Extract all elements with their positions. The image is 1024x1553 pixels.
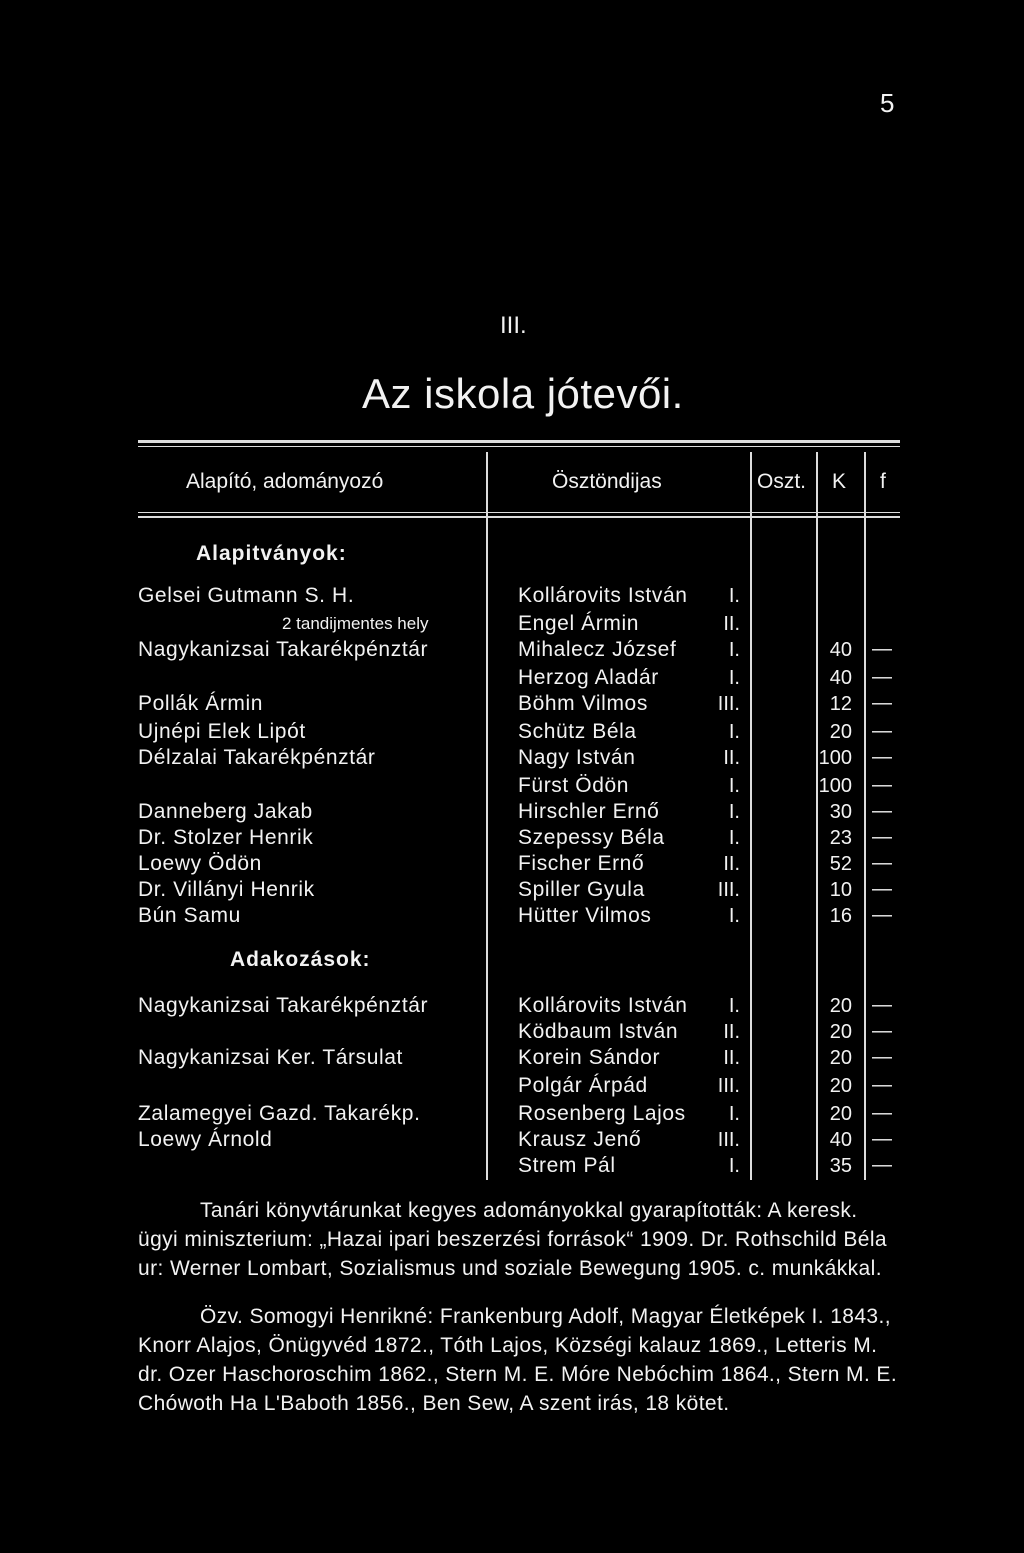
header-f: f (880, 470, 886, 493)
recipient-cell: Kollárovits István (518, 584, 688, 607)
founder-cell: Pollák Ármin (138, 692, 264, 715)
founder-cell: Zalamegyei Gazd. Takarékp. (138, 1102, 421, 1125)
recipient-cell: Hirschler Ernő (518, 800, 660, 823)
recipient-cell: Krausz Jenő (518, 1128, 642, 1151)
k-cell: 20 (829, 1075, 852, 1097)
recipient-cell: Engel Ármin (518, 612, 639, 635)
class-cell: I. (728, 585, 740, 607)
class-cell: I. (728, 905, 740, 927)
f-cell: — (872, 746, 892, 768)
founder-cell: Danneberg Jakab (138, 800, 313, 823)
section-heading-donations: Adakozások: (230, 948, 371, 971)
recipient-cell: Rosenberg Lajos (518, 1102, 686, 1125)
recipient-cell: Fürst Ödön (518, 774, 630, 797)
section-heading-foundations: Alapitványok: (196, 542, 347, 565)
class-cell: II. (723, 1047, 740, 1069)
class-cell: II. (723, 853, 740, 875)
k-cell: 23 (829, 827, 852, 849)
class-cell: II. (723, 1021, 740, 1043)
class-cell: I. (728, 995, 740, 1017)
f-cell: — (872, 1102, 892, 1124)
k-cell: 20 (829, 721, 852, 743)
founder-cell: Dr. Villányi Henrik (138, 878, 315, 901)
f-cell: — (872, 878, 892, 900)
column-divider-2 (750, 452, 752, 1180)
k-cell: 20 (829, 1021, 852, 1043)
recipient-cell: Herzog Aladár (518, 666, 659, 689)
founder-note: 2 tandijmentes hely (282, 614, 429, 633)
f-cell: — (872, 720, 892, 742)
k-cell: 30 (829, 801, 852, 823)
founder-cell: Gelsei Gutmann S. H. (138, 584, 355, 607)
k-cell: 20 (829, 995, 852, 1017)
header-founder: Alapító, adományozó (186, 470, 384, 493)
class-cell: III. (717, 693, 740, 715)
paragraph-library-donations: Tanári könyvtárunkat kegyes adományokkal gyarapították: A keresk. ügyi miniszterium: „Hazai ipari beszerzési források“ 1909. Dr. Rothschild Béla ur: Werner Lombart, Sozialismus und soziale Bewegung 1905. c. munkákkal. (138, 1199, 887, 1280)
class-cell: III. (717, 1129, 740, 1151)
f-cell: — (872, 1128, 892, 1150)
recipient-cell: Polgár Árpád (518, 1074, 648, 1097)
header-recipient: Ösztöndijas (552, 470, 662, 493)
header-k: K (832, 470, 847, 493)
founder-cell: Nagykanizsai Ker. Társulat (138, 1046, 403, 1069)
section-number: III. (500, 312, 527, 339)
header-bottom-rule-thin (138, 512, 900, 513)
class-cell: I. (728, 667, 740, 689)
recipient-cell: Korein Sándor (518, 1046, 661, 1069)
recipient-cell: Böhm Vilmos (518, 692, 648, 715)
class-cell: III. (717, 879, 740, 901)
k-cell: 10 (829, 879, 852, 901)
f-cell: — (872, 904, 892, 926)
k-cell: 52 (829, 853, 852, 875)
paragraph-widow-donation: Özv. Somogyi Henrikné: Frankenburg Adolf, Magyar Életképek I. 1843., Knorr Alajos, Önügyvéd 1872., Tóth Lajos, Községi kalauz 1869., Letteris M. dr. Ozer Haschoroschim 1862., Stern M. E. Móre Nebóchim 1864., Stern M. E. Chówoth Ha L'Baboth 1856., Ben Sew, A szent irás, 18 kötet. (138, 1305, 898, 1415)
k-cell: 100 (818, 775, 852, 797)
column-divider-1 (486, 452, 488, 1180)
class-cell: I. (728, 827, 740, 849)
recipient-cell: Nagy István (518, 746, 636, 769)
f-cell: — (872, 1046, 892, 1068)
table-top-rule-thin (138, 446, 900, 447)
k-cell: 100 (818, 747, 852, 769)
recipient-cell: Strem Pál (518, 1154, 616, 1177)
f-cell: — (872, 666, 892, 688)
f-cell: — (872, 852, 892, 874)
k-cell: 40 (829, 639, 852, 661)
f-cell: — (872, 1074, 892, 1096)
page-title: Az iskola jótevői. (362, 370, 684, 417)
column-divider-4 (864, 452, 866, 1180)
class-cell: I. (728, 1103, 740, 1125)
class-cell: I. (728, 775, 740, 797)
founder-cell: Dr. Stolzer Henrik (138, 826, 314, 849)
recipient-cell: Fischer Ernő (518, 852, 645, 875)
class-cell: I. (728, 639, 740, 661)
founder-cell: Bún Samu (138, 904, 241, 927)
table-top-rule (138, 440, 900, 443)
recipient-cell: Hütter Vilmos (518, 904, 652, 927)
recipient-cell: Ködbaum István (518, 1020, 679, 1043)
header-class: Oszt. (757, 470, 807, 493)
header-bottom-rule (138, 516, 900, 518)
k-cell: 20 (829, 1103, 852, 1125)
class-cell: III. (717, 1075, 740, 1097)
k-cell: 16 (829, 905, 852, 927)
k-cell: 40 (829, 667, 852, 689)
recipient-cell: Spiller Gyula (518, 878, 645, 901)
founder-cell: Ujnépi Elek Lipót (138, 720, 306, 743)
class-cell: II. (723, 613, 740, 635)
founder-cell: Loewy Árnold (138, 1128, 273, 1151)
f-cell: — (872, 1020, 892, 1042)
recipient-cell: Kollárovits István (518, 994, 688, 1017)
class-cell: I. (728, 721, 740, 743)
class-cell: I. (728, 1155, 740, 1177)
f-cell: — (872, 826, 892, 848)
class-cell: II. (723, 747, 740, 769)
f-cell: — (872, 800, 892, 822)
founder-cell: Nagykanizsai Takarékpénztár (138, 638, 429, 661)
founder-cell: Nagykanizsai Takarékpénztár (138, 994, 429, 1017)
f-cell: — (872, 774, 892, 796)
founder-cell: Délzalai Takarékpénztár (138, 746, 376, 769)
f-cell: — (872, 994, 892, 1016)
k-cell: 35 (829, 1155, 852, 1177)
class-cell: I. (728, 801, 740, 823)
page-number: 5 (880, 88, 895, 118)
k-cell: 40 (829, 1129, 852, 1151)
founder-cell: Loewy Ödön (138, 852, 262, 875)
k-cell: 12 (829, 693, 852, 715)
f-cell: — (872, 692, 892, 714)
k-cell: 20 (829, 1047, 852, 1069)
recipient-cell: Schütz Béla (518, 720, 637, 743)
recipient-cell: Szepessy Béla (518, 826, 665, 849)
f-cell: — (872, 1154, 892, 1176)
f-cell: — (872, 638, 892, 660)
recipient-cell: Mihalecz József (518, 638, 677, 661)
